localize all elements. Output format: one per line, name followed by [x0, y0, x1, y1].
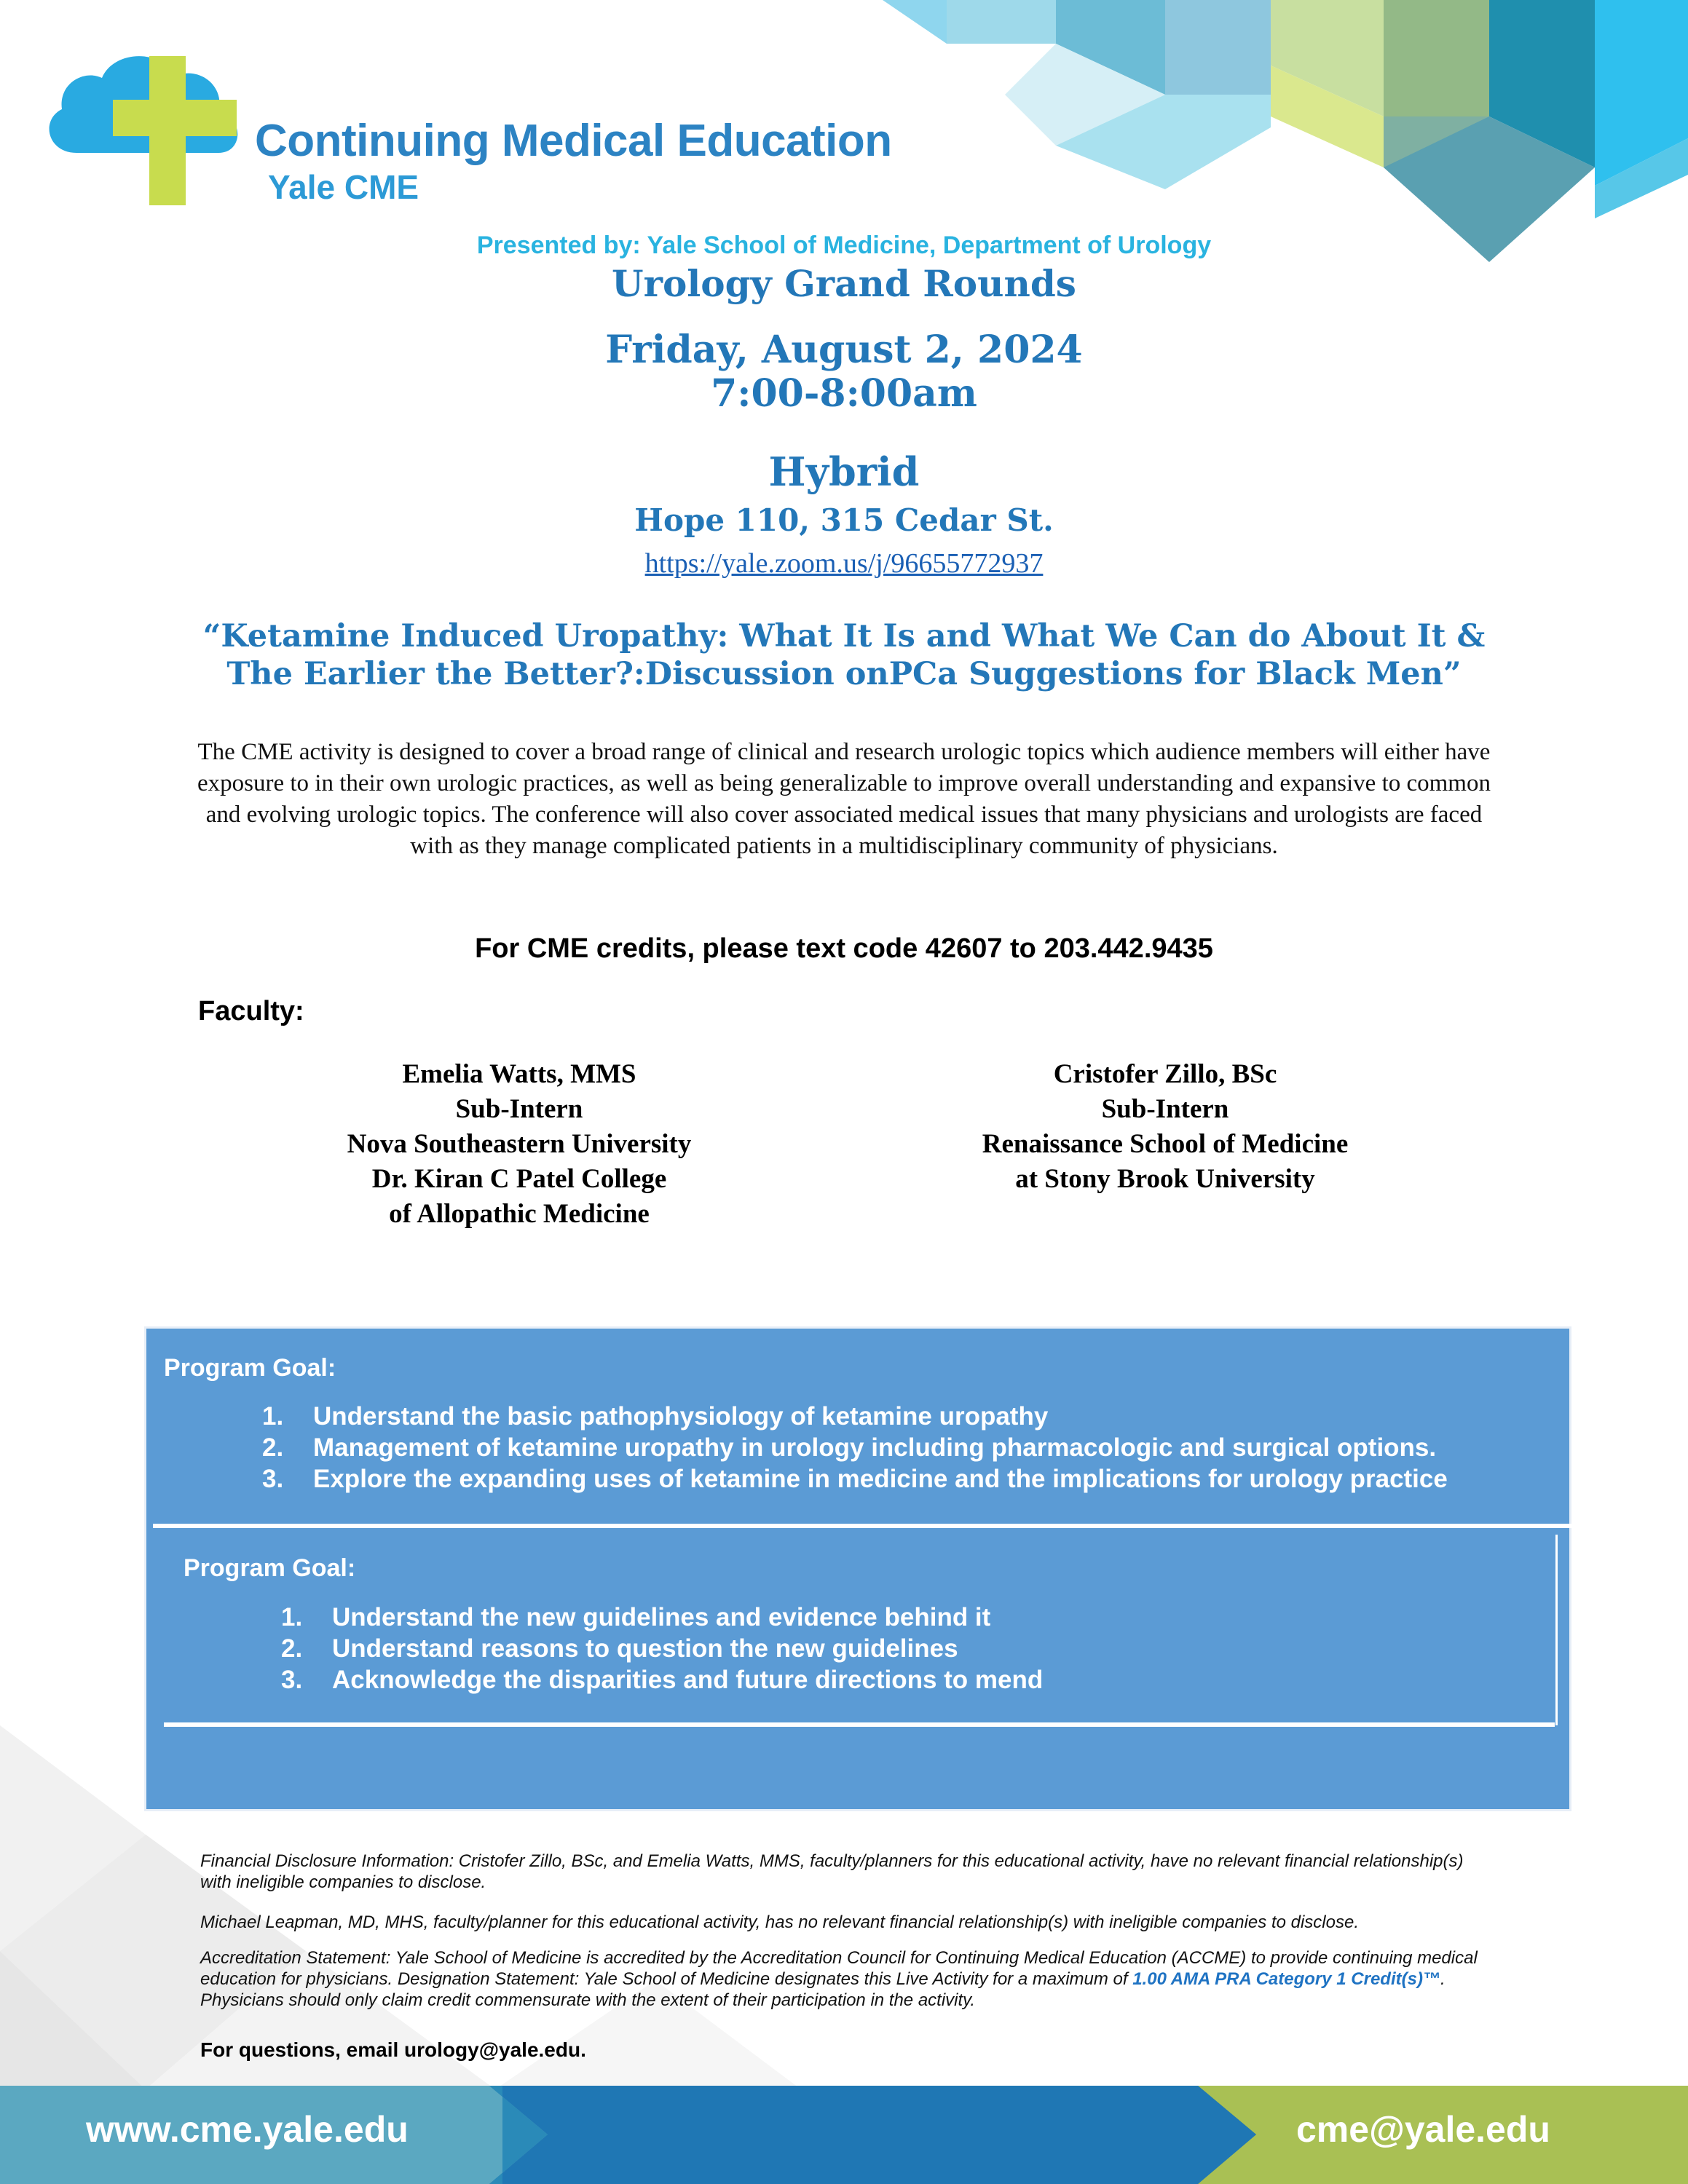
list-text: Explore the expanding uses of ketamine in medicine and the implications for urology practice [313, 1465, 1448, 1493]
list-text: Acknowledge the disparities and future directions to mend [332, 1666, 1044, 1694]
list-item [281, 1602, 1043, 1633]
talk-title-line-2: The Earlier the Better?:Discussion onPCa Suggestions for Black Men” [226, 656, 1462, 692]
faculty-affiliation: Renaissance School of Medicine [982, 1129, 1349, 1159]
list-number: 1. [262, 1402, 284, 1431]
faculty-affiliation: at Stony Brook University [1015, 1164, 1315, 1194]
event-location: Hope 110, 315 Cedar St. [634, 502, 1054, 538]
zoom-link[interactable]: https://yale.zoom.us/j/96655772937 [644, 548, 1044, 579]
footer-email-link[interactable]: cme@yale.edu [1296, 2109, 1550, 2150]
event-format: Hybrid [768, 448, 920, 495]
event-title: Urology Grand Rounds [612, 262, 1076, 305]
faculty-affiliation: Nova Southeastern University [347, 1129, 692, 1159]
logo-subtitle: Yale CME [268, 168, 419, 206]
presented-by: Presented by: Yale School of Medicine, Department of Urology [476, 232, 1212, 259]
program-goal-list [262, 1401, 1448, 1495]
cme-credits-instructions: For CME credits, please text code 42607 to 203.442.9435 [475, 933, 1213, 964]
list-number: 2. [262, 1433, 284, 1462]
event-date: Friday, August 2, 2024 [605, 328, 1083, 372]
credit-designation: 1.00 AMA PRA Category 1 Credit(s)™ [1132, 1969, 1440, 1989]
program-goal-heading: Program Goal: [184, 1554, 356, 1582]
program-goals-box [144, 1326, 1571, 1811]
faculty-heading: Faculty: [198, 996, 304, 1026]
list-number: 2. [281, 1634, 303, 1663]
footer-website-link[interactable]: www.cme.yale.edu [86, 2109, 409, 2150]
goals-divider [153, 1524, 1571, 1528]
faculty-card [242, 1057, 796, 1232]
list-number: 3. [281, 1666, 303, 1694]
list-text: Understand the basic pathophysiology of ketamine uropathy [313, 1402, 1049, 1431]
faculty-affiliation: Dr. Kiran C Patel College [371, 1164, 667, 1194]
list-text: Understand reasons to question the new guidelines [332, 1634, 958, 1663]
talk-title [146, 617, 1542, 693]
faculty-role: Sub-Intern [1101, 1094, 1229, 1124]
financial-disclosure: Financial Disclosure Information: Cristofer Zillo, BSc, and Emelia Watts, MMS, faculty/planners for this educational activity, have no relevant financial relationship(s) with ineligible companies to disclose. [200, 1851, 1464, 1892]
list-number: 1. [281, 1603, 303, 1631]
list-item [262, 1463, 1448, 1495]
list-text: Management of ketamine uropathy in urology including pharmacologic and surgical options. [313, 1433, 1437, 1462]
talk-title-line-1: “Ketamine Induced Uropathy: What It Is and What We Can do About It & [202, 618, 1486, 654]
program-goal-list [281, 1602, 1043, 1696]
faculty-name: Emelia Watts, MMS [402, 1059, 636, 1089]
faculty-name: Cristofer Zillo, BSc [1053, 1059, 1277, 1089]
faculty-role: Sub-Intern [455, 1094, 583, 1124]
event-time: 7:00-8:00am [711, 371, 977, 416]
accreditation-statement [200, 1947, 1496, 2011]
logo-title: Continuing Medical Education [255, 116, 892, 166]
cloud-cross-icon [40, 33, 251, 215]
activity-description: The CME activity is designed to cover a broad range of clinical and research urologic topics which audience members will either have exposure to in their own urologic practices, as well as being generalizable to improve overall understanding and expansive to common and evolving urologic topics. The conference will also cover associated medical issues that many physicians and urologists are faced with as they manage complicated patients in a multidisciplinary community of physicians. [197, 739, 1491, 859]
list-item [281, 1664, 1043, 1696]
list-item [262, 1401, 1448, 1432]
accreditation-text: . Physicians should only claim credit commensurate with the extent of their participation in the activity. [200, 1969, 1446, 2010]
goals-divider [164, 1722, 1555, 1727]
goals-border-line [1555, 1535, 1558, 1725]
questions-contact: For questions, email urology@yale.edu. [200, 2038, 586, 2061]
faculty-affiliation: of Allopathic Medicine [389, 1199, 650, 1229]
list-number: 3. [262, 1465, 284, 1493]
list-item [262, 1432, 1448, 1463]
program-goal-heading: Program Goal: [164, 1354, 336, 1382]
faculty-card [888, 1057, 1442, 1197]
accreditation-text: Accreditation Statement: Yale School of Medicine is accredited by the Accreditation Council for Continuing Medical Education (ACCME) to provide continuing medical education for physicians. Designation Statement: Yale School of Medicine designates this Live Activity for a maximum of [200, 1948, 1478, 1989]
financial-disclosure: Michael Leapman, MD, MHS, faculty/planner for this educational activity, has no relevant financial relationship(s) with ineligible companies to disclose. [200, 1912, 1359, 1932]
list-text: Understand the new guidelines and evidence behind it [332, 1603, 991, 1631]
list-item [281, 1633, 1043, 1664]
